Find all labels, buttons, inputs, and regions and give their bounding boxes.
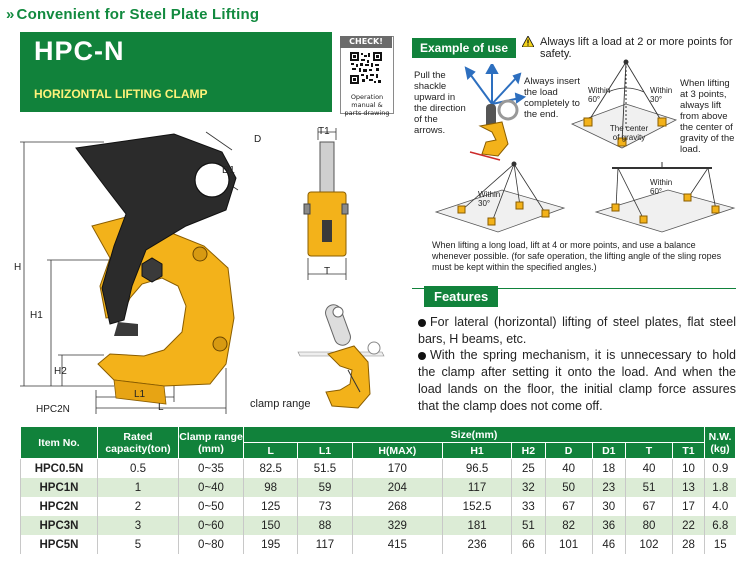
col-header-item: Item No. — [21, 427, 98, 459]
note-insert: Always insert the load completely to the end. — [524, 76, 580, 120]
example-of-use-tag: Example of use — [412, 38, 516, 58]
bullet-icon — [418, 319, 426, 327]
note-three-points: When lifting at 3 points, always lift from above the center of gravity of the load. — [680, 78, 735, 155]
table-row: HPC5N 5 0~80 195 117 415 236 66 101 46 102 28 15 — [21, 535, 736, 554]
col-header-t: T — [626, 443, 673, 459]
angle-label-30: Within 30° — [650, 86, 673, 104]
table-row: HPC1N 1 0~40 98 59 204 117 32 50 23 51 13 1.8 — [21, 478, 736, 497]
spec-table — [20, 426, 736, 554]
col-header-h2: H2 — [512, 443, 546, 459]
table-row: HPC2N 2 0~50 125 73 268 152.5 33 67 30 67 17 4.0 — [21, 497, 736, 516]
model-title: HPC-N — [34, 36, 125, 66]
dim-label-d1: D1 — [222, 165, 235, 176]
clamp-range-drawing — [292, 300, 392, 412]
double-chevron-right-icon: » — [6, 6, 15, 23]
col-header-t1: T1 — [672, 443, 704, 459]
model-caption: HPC2N — [36, 404, 70, 415]
bullet-icon — [418, 352, 426, 360]
col-header-size: Size(mm) — [244, 427, 705, 443]
qr-caption: Operation manual & parts drawing — [344, 93, 390, 117]
qr-check-badge: CHECK! — [340, 36, 392, 48]
center-of-gravity-label: The center of gravity — [609, 124, 649, 142]
safety-warning: Always lift a load at 2 or more points for safety. — [540, 36, 733, 60]
dim-label-h: H — [14, 262, 22, 273]
feature-item: For lateral (horizontal) lifting of steel plates, flat steel bars, H beams, etc. — [418, 315, 736, 346]
col-header-capacity: Rated capacity(ton) — [98, 427, 179, 459]
dim-label-h1: H1 — [30, 310, 43, 321]
clamp-side-drawing — [296, 128, 356, 288]
features-tag: Features — [424, 286, 498, 307]
dim-label-h2: H2 — [54, 366, 67, 377]
angle-label-60-long: Within 60° — [650, 178, 673, 196]
col-header-d: D — [545, 443, 592, 459]
dim-label-t: T — [324, 266, 331, 277]
feature-item: With the spring mechanism, it is unnecessary to hold the clamp after setting it onto the load. And when the load lands on the floor, the initial clamp force assures that the clamp does not come off. — [418, 348, 736, 413]
clamp-range-label: clamp range — [250, 398, 311, 410]
note-shackle: Pull the shackle upward in the direction of the arrows. — [414, 70, 466, 136]
dim-label-l1: L1 — [134, 389, 146, 400]
section-banner: » Convenient for Steel Plate Lifting — [6, 6, 260, 23]
angle-label-60: Within 60° — [588, 86, 611, 104]
dim-label-t1: T1 — [318, 126, 330, 137]
col-header-d1: D1 — [592, 443, 626, 459]
qr-code-icon[interactable] — [350, 52, 382, 84]
note-long-load: When lifting a long load, lift at 4 or more points, and use a balance whenever possible. (for safe operation, the lifting angle of the sling ropes must be kept within the specified angles.) — [432, 240, 722, 272]
model-subtitle: HORIZONTAL LIFTING CLAMP — [34, 87, 208, 101]
dim-label-l: L — [158, 402, 164, 413]
warning-icon — [522, 36, 530, 46]
col-header-l1: L1 — [298, 443, 352, 459]
col-header-range: Clamp range (mm) — [179, 427, 244, 459]
ring-figure — [496, 98, 520, 122]
col-header-nw: N.W. (kg) — [705, 427, 736, 459]
dim-label-d: D — [254, 134, 262, 145]
angle-label-30-long: Within 30° — [478, 190, 501, 208]
clamp-front-drawing — [14, 118, 264, 418]
col-header-l: L — [244, 443, 298, 459]
table-row: HPC0.5N 0.5 0~35 82.5 51.5 170 96.5 25 40 18 40 10 0.9 — [21, 459, 736, 479]
col-header-hmax: H(MAX) — [352, 443, 442, 459]
long-load-figure-b — [592, 162, 738, 238]
table-row: HPC3N 3 0~60 150 88 329 181 51 82 36 80 22 6.8 — [21, 516, 736, 535]
col-header-h1: H1 — [443, 443, 512, 459]
